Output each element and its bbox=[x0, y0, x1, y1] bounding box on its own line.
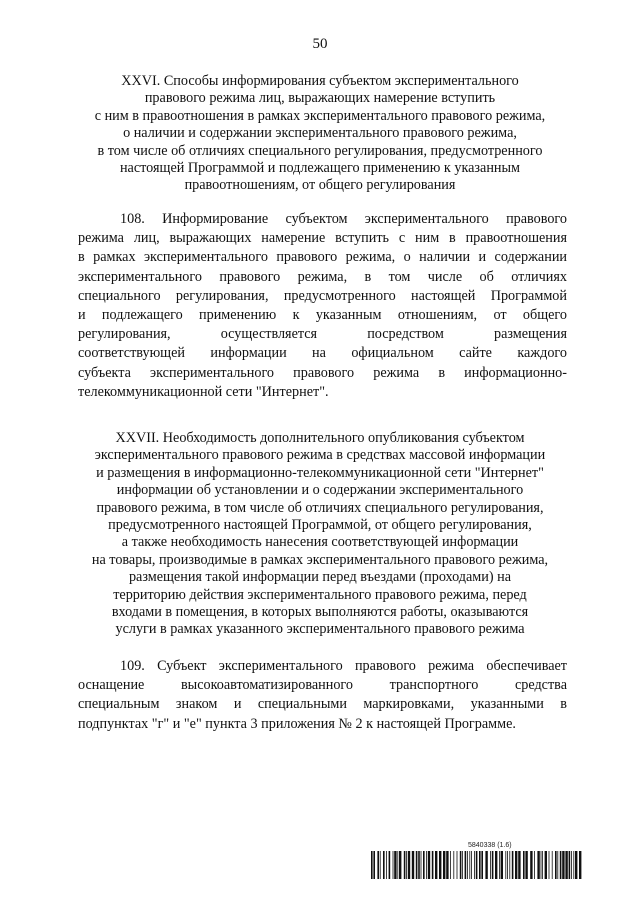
barcode-bar bbox=[541, 851, 542, 879]
barcode-bar bbox=[371, 851, 373, 879]
barcode-bar bbox=[485, 851, 487, 879]
barcode-bar bbox=[523, 851, 525, 879]
barcode-bar bbox=[499, 851, 500, 879]
barcode-bar bbox=[469, 851, 470, 879]
heading-line: правоотношениям, от общего регулирования bbox=[184, 177, 456, 194]
barcode-bar bbox=[408, 851, 410, 879]
paragraph-line: 109. Субъект экспериментального правового режима обеспечивает bbox=[120, 658, 567, 674]
heading-line: предусмотренного настоящей Программой, от общего регулирования, bbox=[108, 517, 532, 534]
barcode-bar bbox=[439, 851, 441, 879]
barcode-bar bbox=[575, 851, 577, 879]
barcode-bar bbox=[423, 851, 425, 879]
page-number: 50 bbox=[312, 36, 328, 52]
heading-line: а также необходимость нанесения соответствующей информации bbox=[121, 534, 519, 551]
barcode-bar bbox=[446, 851, 448, 879]
heading-line: в том числе об отличиях специального регулирования, предусмотренного bbox=[97, 142, 543, 159]
heading-line: о наличии и содержании экспериментального правового режима, bbox=[123, 125, 517, 142]
paragraph-109 bbox=[78, 657, 567, 734]
paragraph-108 bbox=[78, 210, 567, 402]
barcode-bar bbox=[525, 851, 527, 879]
barcode-bar bbox=[465, 851, 467, 879]
paragraph-line: режима лиц, выражающих намерение вступить с ним в правоотношения bbox=[78, 230, 567, 247]
barcode-bar bbox=[565, 851, 567, 879]
barcode-bar bbox=[515, 851, 517, 879]
barcode-bar bbox=[467, 851, 468, 879]
barcode-bar bbox=[562, 851, 564, 879]
paragraph-line: субъекта экспериментального правового режима в информационно- bbox=[78, 364, 567, 381]
barcode-bar bbox=[479, 851, 481, 879]
barcode-bar bbox=[389, 851, 391, 879]
barcode-bar bbox=[406, 851, 407, 879]
barcode-bar bbox=[453, 851, 454, 879]
barcode-bar bbox=[507, 851, 508, 879]
paragraph-line: регулирования, осуществляется посредством размещения bbox=[78, 326, 567, 343]
barcode-bar bbox=[492, 851, 494, 879]
heading-line: информации об установлении и о содержании экспериментального bbox=[116, 482, 524, 499]
barcode-bar bbox=[418, 851, 420, 879]
barcode-bar bbox=[518, 851, 520, 879]
barcode-bar bbox=[426, 851, 427, 879]
barcode-bar bbox=[571, 851, 572, 879]
heading-line: с ним в правоотношения в рамках экспериментального правового режима, bbox=[94, 107, 546, 124]
paragraph-line: телекоммуникационной сети "Интернет". bbox=[78, 383, 329, 400]
barcode-bar bbox=[549, 851, 550, 879]
paragraph-line: 108. Информирование субъектом экспериментального правового bbox=[120, 211, 567, 227]
heading-line: XXVI. Способы информирования субъектом экспериментального bbox=[121, 73, 519, 89]
barcode-bar bbox=[530, 851, 532, 879]
heading-line: и размещения в информационно-телекоммуникационной сети "Интернет" bbox=[96, 464, 544, 481]
barcode-bar bbox=[450, 851, 451, 879]
barcode-bar bbox=[397, 851, 398, 879]
barcode-bar bbox=[555, 851, 557, 879]
barcode-bar bbox=[481, 851, 483, 879]
barcode-bar bbox=[393, 851, 394, 879]
barcode-bar bbox=[476, 851, 478, 879]
heading-line: размещения такой информации перед въездами (проходами) на bbox=[128, 569, 512, 586]
paragraph-line: специальным знаком и специальными маркировками, указанными в bbox=[78, 696, 567, 713]
section-heading-xxvi bbox=[60, 73, 580, 195]
section-heading-xxvii bbox=[60, 430, 580, 639]
paragraph-line: подпунктах "г" и "е" пункта 3 приложения № 2 к настоящей Программе. bbox=[78, 715, 516, 732]
barcode-bar bbox=[377, 851, 379, 879]
paragraph-line: экспериментального правового режима, в том числе об отличиях bbox=[78, 268, 567, 285]
barcode-bar bbox=[462, 851, 463, 879]
heading-line: правового режима, в том числе об отличиях специального регулирования, bbox=[96, 499, 544, 516]
heading-line: экспериментального правового режима в средствах массовой информации bbox=[94, 447, 546, 464]
barcode-bar bbox=[545, 851, 547, 879]
barcode-bar bbox=[501, 851, 503, 879]
barcode-bar bbox=[416, 851, 418, 879]
barcode-bar bbox=[432, 851, 434, 879]
heading-line: настоящей Программой и подлежащего применению к указанным bbox=[119, 160, 521, 177]
barcode-bar bbox=[490, 851, 491, 879]
paragraph-line: соответствующей информации на официальном сайте каждого bbox=[78, 345, 567, 362]
barcode-bar bbox=[579, 851, 581, 879]
barcode-bar bbox=[460, 851, 462, 879]
barcode-bar bbox=[505, 851, 506, 879]
heading-line: на товары, производимые в рамках экспериментального правового режима, bbox=[91, 551, 549, 568]
barcode-bar bbox=[552, 851, 553, 879]
paragraph-line: и подлежащего применению к указанным отношениям, от общего bbox=[78, 306, 567, 323]
heading-line: входами в помещения, в которых выполняются работы, оказываются bbox=[111, 604, 529, 621]
barcode-bar bbox=[386, 851, 387, 879]
heading-line: XXVII. Необходимость дополнительного опубликования субъектом bbox=[115, 430, 525, 446]
barcode-bar bbox=[373, 851, 375, 879]
paragraph-line: оснащение высокоавтоматизированного транспортного средства bbox=[78, 677, 567, 694]
barcode-bar bbox=[412, 851, 414, 879]
barcode-bar bbox=[542, 851, 543, 879]
barcode-bar bbox=[404, 851, 406, 879]
barcode-bar bbox=[394, 851, 396, 879]
barcode-bar bbox=[399, 851, 401, 879]
heading-line: территорию действия экспериментального правового режима, перед bbox=[113, 586, 527, 603]
barcode-bar bbox=[474, 851, 475, 879]
barcode-bar bbox=[560, 851, 562, 879]
barcode-bar bbox=[435, 851, 437, 879]
barcode-bar bbox=[471, 851, 472, 879]
barcode-id-text: 5840338 (1.6) bbox=[468, 842, 512, 849]
barcode-bar bbox=[557, 851, 558, 879]
paragraph-line: специального регулирования, предусмотренного настоящей Программой bbox=[78, 287, 567, 304]
heading-line: услуги в рамках указанного экспериментального правового режима bbox=[115, 621, 525, 638]
barcode-bar bbox=[537, 851, 539, 879]
barcode-bar bbox=[534, 851, 535, 879]
barcode-bar bbox=[421, 851, 422, 879]
heading-line: правового режима лиц, выражающих намерение вступить bbox=[144, 90, 496, 107]
barcode-bar bbox=[457, 851, 458, 879]
barcode-image bbox=[371, 851, 583, 879]
barcode-bar bbox=[443, 851, 445, 879]
barcode-bar bbox=[495, 851, 497, 879]
barcode-bar bbox=[380, 851, 381, 879]
paragraph-line: в рамках экспериментального правового режима, о наличии и содержании bbox=[78, 249, 567, 266]
barcode-bar bbox=[428, 851, 430, 879]
barcode-bar bbox=[569, 851, 571, 879]
barcode-bar bbox=[512, 851, 514, 879]
barcode-bar bbox=[383, 851, 385, 879]
barcode-bar bbox=[509, 851, 510, 879]
barcode-bar bbox=[573, 851, 574, 879]
